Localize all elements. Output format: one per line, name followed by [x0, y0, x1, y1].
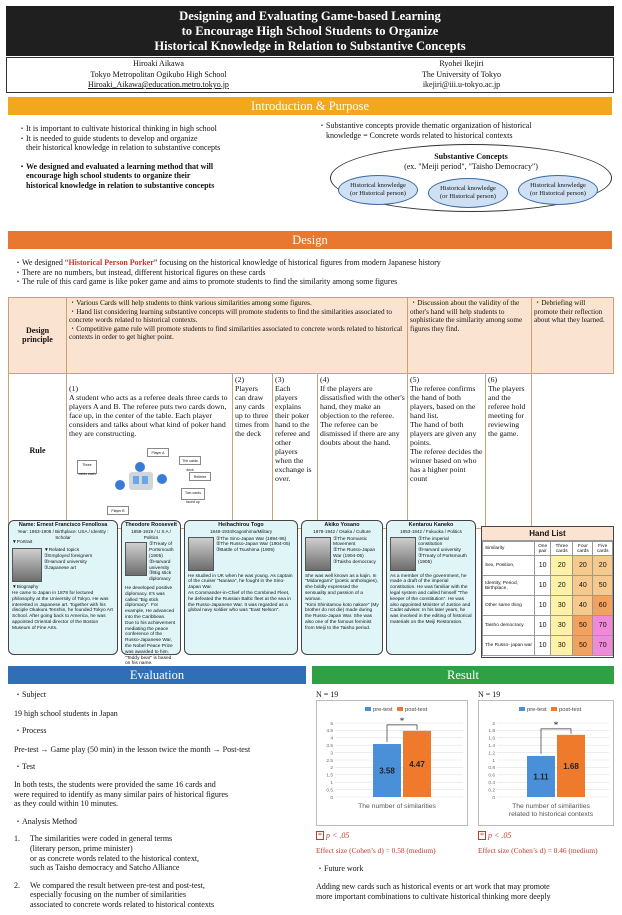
analysis-2	[14, 881, 306, 910]
rule-1	[67, 374, 233, 529]
card-subtitle: 1853-1942 / Fukuoka / Politics	[400, 528, 462, 534]
portrait-image	[390, 537, 416, 571]
hand-list-header-cell: Three cards	[551, 542, 573, 556]
y-tick-label: 4	[330, 736, 333, 742]
historical-card	[8, 520, 118, 655]
hk-ellipse-1	[338, 175, 418, 205]
bar-value-label: 1.11	[533, 772, 549, 782]
y-tick-label: 0.5	[326, 788, 333, 794]
chart-similarities-context	[478, 700, 614, 826]
test-line-2: were required to identify as many similar pairs of historical figures	[14, 789, 229, 799]
purpose-line-1-text: We designed and evaluated a learning method that will	[26, 161, 214, 171]
portrait-image	[12, 548, 42, 582]
hk-2-a: Historical knowledge	[440, 185, 496, 192]
hand-list-point: 20	[573, 556, 593, 576]
principle-3: ・Debriefing will promote their reflection about what they learned.	[532, 298, 614, 374]
card-name: Kentarou Kaneko	[408, 522, 454, 528]
y-tick-label: 1.2	[488, 751, 495, 757]
hand-list-point: 40	[573, 596, 593, 616]
card-subtitle: Year: 1853-1908 / Birthplace: USA / Identity : Scholar	[17, 528, 109, 540]
y-tick-label: 2	[330, 766, 333, 772]
hand-list-point: 40	[573, 576, 593, 596]
hk-3-a: Historical knowledge	[530, 182, 586, 189]
analysis-1	[14, 834, 306, 872]
author-left-name: Hiroaki Aikawa	[133, 59, 184, 68]
hand-list-row	[483, 616, 613, 636]
hand-list-row	[483, 556, 613, 576]
hand-list-point: 50	[593, 576, 613, 596]
hand-list-label: Identity, Period, Birthplace,	[483, 576, 535, 596]
hand-list-header-cell: Similarity	[483, 542, 535, 556]
p-value-1-text: p < .05	[326, 831, 350, 840]
person-a-icon	[135, 462, 145, 472]
legend-swatch	[397, 707, 403, 711]
card-top-row	[12, 548, 114, 582]
hand-list-point: 10	[535, 596, 551, 616]
hand-list	[481, 526, 614, 658]
y-tick-label: 0	[330, 795, 333, 801]
p-value-2	[478, 831, 511, 841]
design-bullet-3: ・The rule of this card game is like poker game and aims to promote students to find the similarity among some figures	[14, 277, 398, 287]
portrait-image	[305, 537, 331, 571]
y-tick-label: 1.6	[488, 736, 495, 742]
historical-card	[184, 520, 298, 655]
card-top-row	[188, 537, 294, 571]
evaluation-body	[14, 690, 306, 910]
card-top-row	[305, 537, 379, 571]
hk-ellipse-2	[428, 178, 508, 208]
subject-heading-text: Subject	[22, 690, 46, 699]
sc-example: (ex. "Meiji period", "Taisho Democracy")	[404, 162, 538, 171]
design-b2-text: There are no numbers, but instead, different historical figures on these cards	[22, 267, 266, 277]
legend-label: post-test	[559, 707, 582, 713]
legend-label: pre-test	[527, 707, 547, 713]
portrait-image	[125, 542, 147, 576]
card-name: Theodore Roosevelt	[125, 522, 177, 528]
three-cards-box: Three cards each	[77, 460, 97, 474]
result-heading: Result	[312, 666, 614, 684]
design-bullets	[14, 258, 610, 287]
historical-card	[301, 520, 383, 655]
principle-1b: ・Hand list considering learning substantive concepts will promote students to find the similarities associated to concrete words related to historical contexts.	[69, 307, 392, 325]
rule-5	[408, 374, 486, 529]
hand-list-point: 50	[573, 616, 593, 636]
hand-list-point: 10	[535, 576, 551, 596]
card-topics: ①The Sino-Japan War (1894-95) ②The Russo-Japan War (1904-05) ③Battle of Tsushima (1905)	[216, 536, 291, 554]
card-topics: ①The Romantic Movement ②The Russo-Japan War (1904-05) ③Taisho democracy	[333, 536, 376, 565]
player-a-box: Player A	[147, 448, 169, 457]
test-line-3: as they could within 10 minutes.	[14, 799, 118, 809]
card-name: Heihachirou Togo	[218, 522, 264, 528]
significance-star: *	[553, 719, 559, 730]
game-name: Historical Person Porker	[68, 258, 154, 267]
y-tick-label: 0	[492, 795, 495, 801]
card-portrait-label: ▼Portrait	[12, 540, 33, 546]
design-b3-text: The rule of this card game is like poker game and aims to promote students to find the similarity among some figures	[22, 277, 398, 287]
hand-list-point: 10	[535, 556, 551, 576]
card-biography: She was well known as a kajin. In "Midaregami" (poetic anthologies), she boldly expressed the sensuality and passion of a woman. "Kimi Shinitamou koto nakare" (My brother do not die) made during the Russo-Japan War. She was also one of the famous feminist from Meiji to the Taisho period.	[305, 573, 379, 631]
analysis-1b: (literary person, prime minister)	[30, 843, 133, 853]
historical-card	[121, 520, 181, 667]
y-tick-label: 0.8	[488, 766, 495, 772]
y-tick-label: 1	[330, 781, 333, 786]
hk-1-a: Historical knowledge	[350, 182, 406, 189]
hand-list-body	[483, 556, 613, 656]
intro-heading: Introduction & Purpose	[8, 97, 612, 115]
author-left	[7, 59, 310, 91]
sc-title: Substantive Concepts	[434, 152, 508, 161]
legend-label: pre-test	[373, 707, 393, 713]
y-tick-label: 1	[492, 758, 495, 764]
card-biography: As a member of the government, he made a draft of the imperial constitution. He was familiar with the legal system and called himself "The keeper of the constitution". He was also appointed Minister of Justice and Cadet adviser. In his later years, he was involved in the editing of historical materials on the Meiji Restoration.	[390, 573, 472, 625]
hand-list-row	[483, 596, 613, 616]
table-illustration	[111, 464, 171, 498]
process-text: Pre-test → Game play (50 min) in the lesson twice the month → Post-test	[14, 744, 251, 754]
person-b-icon	[115, 480, 125, 490]
bar-value-label: 4.47	[409, 759, 425, 769]
design-bullet-1: ・We designed “Historical Person Porker” focusing on the historical knowledge of historical figures from modern Japanese history	[14, 258, 441, 267]
hand-list-point: 20	[551, 556, 573, 576]
poster-title	[6, 6, 614, 56]
hand-list-point: 30	[551, 616, 573, 636]
historical-card	[386, 520, 476, 655]
principle-1	[67, 298, 408, 374]
card-biography: He developed positive diplomacy. It's was called "Big stick diplomacy". For example, He advanced into the Caribbean. Due to his achievement mediating the peace conference of the Russo-Japanese War, the Nobel Peace Prize was awarded to him. "Teddy bear" is based on his name.	[125, 585, 176, 667]
hand-list-point: 20	[593, 556, 613, 576]
analysis-2c: associated to concrete words related to historical contexts	[30, 899, 215, 909]
analysis-2a: We compared the result between pre-test and post-test,	[30, 880, 205, 890]
intro-bullet-1-text: It is important to cultivate historical thinking in high school	[26, 124, 217, 133]
design-b1-post: ” focusing on the historical knowledge of historical figures from modern Japanese history	[153, 258, 441, 267]
design-heading: Design	[8, 231, 612, 249]
hand-list-point: 50	[573, 636, 593, 656]
hand-list-point: 70	[593, 616, 613, 636]
rule-6	[486, 374, 532, 529]
rule-4	[318, 374, 408, 529]
future-line-1: Adding new cards such as historical events or art work that may promote	[316, 882, 550, 891]
rule-2-text: (2) Players can draw any cards up to three times from the deck	[235, 375, 269, 438]
bar-value-label: 3.58	[379, 766, 395, 776]
rule-3	[273, 374, 318, 529]
purpose-line-1: ・We designed and evaluated a learning method that will	[18, 161, 214, 171]
intro-right	[318, 121, 608, 140]
hand-list-header-cell: Four cards	[573, 542, 593, 556]
asterisk-marker-1: *	[318, 831, 322, 840]
x-axis-label: The number of similarities	[358, 803, 436, 810]
card-subtitle: 1878-1942 / Osaka / Culture	[313, 528, 371, 534]
intro-left	[18, 124, 308, 191]
y-tick-label: 1.8	[488, 729, 495, 735]
hand-list-label: The Russo- japan war	[483, 636, 535, 656]
author-right	[310, 59, 613, 91]
principle-1a: ・Various Cards will help students to think various similarities among some figures.	[69, 299, 312, 307]
subject-text: 19 high school students in Japan	[14, 708, 118, 718]
person-referee-icon	[157, 474, 167, 484]
hand-list-point: 30	[551, 596, 573, 616]
legend-swatch	[365, 707, 371, 711]
authors-block	[6, 57, 614, 93]
card-topics: ①The imperial constitution ②Harvard university ③Treaty of Portsmouth (1905)	[418, 536, 467, 565]
hk-3-b: (or Historical person)	[530, 190, 586, 197]
author-right-affiliation: The University of Tokyo	[421, 69, 502, 79]
analysis-2b: especially focusing on the number of similarities	[30, 890, 186, 900]
chart-similarities	[316, 700, 468, 826]
analysis-1d: such as Taisho democracy and Satcho Alliance	[30, 863, 180, 873]
intro-bullet-1: ・It is important to cultivate historical thinking in high school	[18, 124, 217, 133]
rule-5-text: (5) The referee confirms the hand of both players, based on the hand list. The hand of both players are given any points. The referee decides the winner based on who has a higher point count	[410, 375, 483, 483]
card-subtitle: 1858-1919 / U S A / Politics	[131, 528, 171, 540]
design-b1-pre: We designed “	[22, 258, 69, 267]
hand-list-point: 60	[593, 596, 613, 616]
p-value-2-text: p < .05	[488, 831, 512, 840]
intro-right-line-1-text: Substantive concepts provide thematic organization of historical	[326, 121, 532, 130]
title-line-1: Designing and Evaluating Game-based Learning	[179, 9, 441, 23]
intro-bullet-2a-text: It is needed to guide students to develop and organize	[26, 133, 198, 143]
rule-3-text: (3) Each players explains their poker hand to the referee and other players when the exchange is over.	[275, 375, 312, 483]
test-heading: ・Test	[14, 762, 36, 772]
player-b-box: Player B	[107, 506, 129, 515]
hk-ellipse-3	[518, 175, 598, 205]
referee-box: Referee	[189, 472, 211, 481]
principle-2: ・Discussion about the validity of the other's hand will help students to sophisticate the similarity among some figures they find.	[408, 298, 532, 374]
card-topics: ▼Related topics ①Employed foreigners ②Harvard university ③Japanese art	[44, 548, 93, 571]
future-heading: ・Future work	[316, 864, 364, 873]
hand-list-header-cell: One pair	[535, 542, 551, 556]
asterisk-marker-2: *	[480, 831, 484, 840]
card-top-row	[390, 537, 472, 571]
future-text	[316, 882, 616, 901]
y-tick-label: 2	[492, 721, 495, 727]
rule-6-text: (6) The players and the referee hold meeting for reviewing the game.	[488, 375, 526, 438]
two-cards-box: Two cards faced up	[181, 488, 205, 500]
card-biography: ▼Biography He came to Japan in 1878 for lectured philosophy at the University of Tokyo. He was interested in Japanese art. Together with his disciple Okakura Tenshin, he founded Tokyo Art School. After going back to America, he was appointed Oriental director of the Boston Museum of Fine Arts.	[12, 585, 113, 631]
rule-1-text: (1) A student who acts as a referee deals three cards to players A and B. The referee puts two cards down, face up, in the center of the table. Each player considers and talks about what kind of poker hand they are constructing.	[69, 383, 228, 438]
hand-list-title: Hand List	[482, 527, 613, 541]
card-icon-1	[133, 476, 139, 484]
portrait-image	[188, 537, 214, 571]
y-tick-label: 5	[330, 721, 333, 727]
effect-size-2: Effect size (Cohen’s d) = 0.46 (medium)	[478, 846, 598, 855]
effect-size-1: Effect size (Cohen’s d) = 0.58 (medium)	[316, 846, 436, 855]
intro-right-line-2: knowledge = Concrete words related to historical contexts	[326, 130, 513, 140]
future-line-2: more important combinations to cultivate historical thinking more deeply	[316, 891, 551, 901]
process-heading: ・Process	[14, 726, 47, 736]
hand-list-label: Taisho democracy	[483, 616, 535, 636]
n-label-1: N = 19	[316, 690, 339, 699]
card-biography: He studied in UK when he was young. As captain of the cruiser "Naniwa", he fought in the Sino-Japan War. As Commander-in-Chief of the Combined Fleet, he defeated the Russian Baltic fleet at the sea in the Russo-Japanese War. It was regarded as a global navy soldier who was "East Nelson".	[188, 573, 293, 614]
author-left-email: Hiroaki_Aikawa@education.metro.tokyo.jp	[88, 80, 229, 89]
hand-list-point: 30	[551, 636, 573, 656]
purpose-line-2: encourage high school students to organize their	[26, 171, 191, 181]
hk-1-b: (or Historical person)	[350, 190, 406, 197]
design-bullet-2: ・There are no numbers, but instead, different historical figures on these cards	[14, 267, 266, 277]
purpose-line-3: historical knowledge in relation to substantive concepts	[26, 180, 215, 190]
author-right-name: Ryohei Ikejiri	[439, 59, 484, 68]
bar-value-label: 1.68	[563, 761, 579, 771]
y-tick-label: 2.5	[326, 758, 333, 764]
game-diagram	[69, 448, 230, 518]
hand-list-row	[483, 576, 613, 596]
hk-2-b: (or Historical person)	[440, 193, 496, 200]
y-tick-label: 1.4	[488, 744, 495, 749]
rule-label: Rule	[9, 374, 67, 529]
card-icon-2	[142, 476, 148, 484]
analysis-2-num: 2.	[14, 880, 20, 890]
card-name: Akiko Yosano	[324, 522, 360, 528]
x-axis-label: The number of similarities related to historical contexts	[508, 803, 594, 818]
future-heading-text: Future work	[324, 864, 364, 873]
intro-bullet-2b-text: their historical knowledge in relation to substantive concepts	[26, 143, 221, 153]
hand-list-table	[482, 541, 613, 656]
hand-list-row	[483, 636, 613, 656]
y-tick-label: 0.4	[488, 781, 495, 786]
card-name: Name: Ernest Francisco Fenollosa	[18, 522, 108, 528]
y-tick-label: 0.6	[488, 773, 495, 779]
hand-list-point: 10	[535, 616, 551, 636]
rule-2	[233, 374, 273, 529]
hand-list-point: 20	[551, 576, 573, 596]
significance-star: *	[399, 715, 405, 726]
hand-list-header	[483, 542, 613, 556]
legend-swatch	[519, 707, 525, 711]
principle-label: Design principle	[9, 298, 67, 374]
author-left-affiliation: Tokyo Metropolitan Ogikubo High School	[90, 69, 227, 79]
hand-list-point: 10	[535, 636, 551, 656]
n-label-2: N = 19	[478, 690, 501, 699]
title-line-2: to Encourage High School Students to Organize	[181, 24, 439, 38]
card-topics: ①Treaty of Portsmouth (1905) ②Harvard university ③Big stick diplomacy	[149, 542, 174, 583]
evaluation-heading: Evaluation	[8, 666, 306, 684]
card-deck-box: The cards deck	[179, 456, 201, 465]
y-tick-label: 0.2	[488, 788, 495, 794]
y-tick-label: 4.5	[326, 729, 333, 735]
analysis-heading-text: Analysis Method	[22, 816, 77, 826]
principle-1c: ・Competitive game rule will promote students to find similarities associated to concrete words related to historical contexts in order to get higher point.	[69, 324, 403, 342]
analysis-1a: The similarities were coded in general terms	[30, 834, 173, 844]
hand-list-label: Sex, Position,	[483, 556, 535, 576]
rule-4-text: (4) If the players are dissatisfied with the other's hand, they make an objection to the referee. The referee can be dismissed if there are any doubts about the hand.	[320, 375, 405, 447]
legend-swatch	[551, 707, 557, 711]
y-tick-label: 3.5	[326, 744, 333, 749]
p-value-1	[316, 831, 349, 841]
intro-bullet-2: ・It is needed to guide students to develop and organize	[18, 133, 198, 143]
intro-right-line-1: ・Substantive concepts provide thematic organization of historical	[318, 121, 532, 130]
y-tick-label: 1.5	[326, 773, 333, 779]
process-heading-text: Process	[22, 726, 47, 736]
legend-label: post-test	[405, 707, 428, 713]
subject-heading: ・Subject	[14, 690, 46, 699]
title-line-3: Historical Knowledge in Relation to Substantive Concepts	[154, 39, 466, 53]
test-heading-text: Test	[22, 762, 36, 772]
test-line-1: In both tests, the students were provided the same 16 cards and	[14, 779, 216, 789]
hand-list-label: Other same thing	[483, 596, 535, 616]
design-table	[8, 297, 614, 529]
analysis-heading: ・Analysis Method	[14, 816, 77, 826]
analysis-1-num: 1.	[14, 834, 20, 844]
author-right-email: ikejiri@iii.u-tokyo.ac.jp	[422, 80, 501, 89]
card-top-row	[125, 542, 177, 583]
card-subtitle: 1848-1934/Kagoshima/Military	[209, 528, 273, 534]
analysis-1c: or as concrete words related to the historical context,	[30, 853, 200, 863]
hand-list-point: 70	[593, 636, 613, 656]
hand-list-header-cell: Five cards	[593, 542, 613, 556]
y-tick-label: 3	[330, 751, 333, 757]
